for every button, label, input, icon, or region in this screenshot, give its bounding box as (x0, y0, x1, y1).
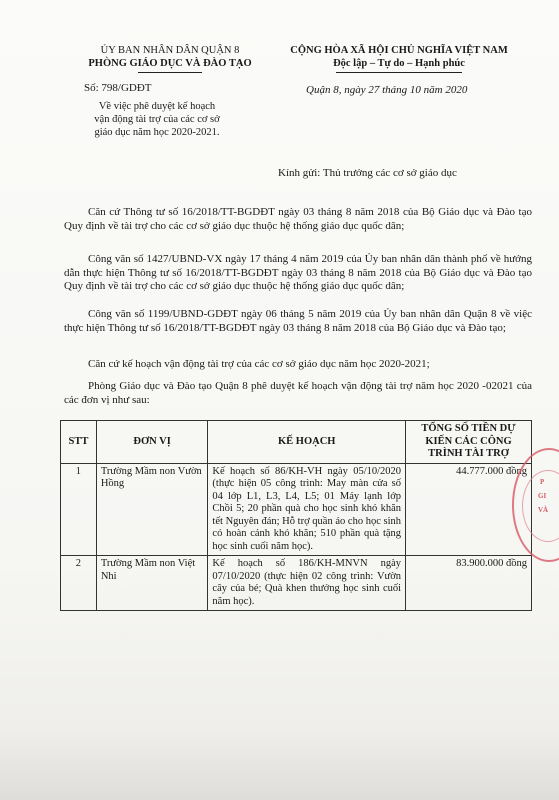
paragraph-2 (64, 253, 532, 294)
paragraph-2-text: Công văn số 1427/UBND-VX ngày 17 tháng 4 năm 2019 của Ủy ban nhân dân thành phố về hướng dẫn thực hiện Thông tư số 16/2018/TT-BGDĐT ngày 03 tháng 8 năm 2018 của Bộ Giáo dục và Đào tạo Quy định về tài trợ cho các cơ sở giáo dục thuộc hệ thống giáo dục quốc dân; (64, 253, 532, 292)
national-motto (268, 44, 530, 70)
page-bottom-shadow (0, 730, 559, 800)
document-subject (72, 100, 242, 139)
cell-stt: 1 (61, 463, 97, 556)
recipient-line: Kính gửi: Thủ trưởng các cơ sở giáo dục (278, 167, 457, 179)
paragraph-1-text: Căn cứ Thông tư số 16/2018/TT-BGDĐT ngày 03 tháng 8 năm 2018 của Bộ Giáo dục và Đào tạo Quy định về tài trợ cho các cơ sở giáo dục thuộc hệ thống giáo dục quốc dân; (64, 206, 532, 232)
cell-unit: Trường Mầm non Vườn Hồng (96, 463, 208, 556)
subject-line-1: Về việc phê duyệt kế hoạch (98, 101, 216, 112)
motto: Độc lập – Tự do – Hạnh phúc (333, 58, 465, 69)
sponsorship-plan-table (60, 420, 532, 611)
paragraph-3-text: Công văn số 1199/UBND-GDĐT ngày 06 tháng 5 năm 2019 của Ủy ban nhân dân Quận 8 về việc thực hiện Thông tư số 16/2018/TT-BGDĐT ngày 03 tháng 8 năm 2018 của Bộ Giáo dục và Đào tạo; (64, 308, 532, 334)
header-amount: TỔNG SỐ TIỀN DỰ KIẾN CÁC CÔNG TRÌNH TÀI TRỢ (406, 421, 532, 464)
header-stt: STT (61, 421, 97, 464)
org-underline (138, 72, 202, 73)
subject-line-2: vận động tài trợ của các cơ sở (94, 114, 220, 125)
motto-underline (336, 72, 462, 73)
cell-amount: 44.777.000 đồng (406, 463, 532, 556)
cell-stt: 2 (61, 556, 97, 611)
cell-unit: Trường Mầm non Việt Nhi (96, 556, 208, 611)
cell-amount: 83.900.000 đồng (406, 556, 532, 611)
nation-name: CỘNG HÒA XÃ HỘI CHỦ NGHĨA VIỆT NAM (290, 45, 508, 56)
document-number: Số: 798/GDĐT (84, 82, 152, 94)
stamp-text: VÀ (538, 506, 549, 514)
org-name-line2: PHÒNG GIÁO DỤC VÀ ĐÀO TẠO (88, 58, 252, 69)
stamp-text: GI (538, 492, 547, 500)
paragraph-3 (64, 308, 532, 335)
paragraph-4-text: Căn cứ kế hoạch vận động tài trợ của các cơ sở giáo dục năm học 2020-2021; (88, 358, 430, 370)
table-header-row (61, 421, 532, 464)
issuing-authority (70, 44, 270, 70)
stamp-text: P (540, 478, 545, 486)
table-row (61, 556, 532, 611)
paragraph-5 (64, 380, 532, 407)
table-row (61, 463, 532, 556)
document-date: Quận 8, ngày 27 tháng 10 năm 2020 (306, 84, 468, 96)
paragraph-5-text: Phòng Giáo dục và Đào tạo Quận 8 phê duyệt kế hoạch vận động tài trợ năm học 2020 -02021 của các đơn vị như sau: (64, 380, 532, 406)
paragraph-4 (64, 358, 532, 372)
header-plan: KẾ HOẠCH (208, 421, 406, 464)
cell-plan: Kế hoạch số 86/KH-VH ngày 05/10/2020 (thực hiện 05 công trình: May màn cửa số 04 lớp L1, L3, L4, L5; 01 Máy lạnh lớp Chồi 5; 20 phần quà cho học sinh khó khăn tết Nguyên đán; Hỗ trợ quần áo cho học sinh có hoàn cảnh khó khăn; 510 phần quà tặng học sinh cuối năm học). (208, 463, 406, 556)
cell-plan: Kế hoạch số 186/KH-MNVN ngày 07/10/2020 (thực hiện 02 công trình: Vườn cây của bé; Quà khen thưởng học sinh cuối năm học). (208, 556, 406, 611)
paragraph-1 (64, 206, 532, 233)
org-name-line1: ỦY BAN NHÂN DÂN QUẬN 8 (100, 45, 240, 56)
subject-line-3: giáo dục năm học 2020-2021. (94, 127, 220, 138)
header-unit: ĐƠN VỊ (96, 421, 208, 464)
